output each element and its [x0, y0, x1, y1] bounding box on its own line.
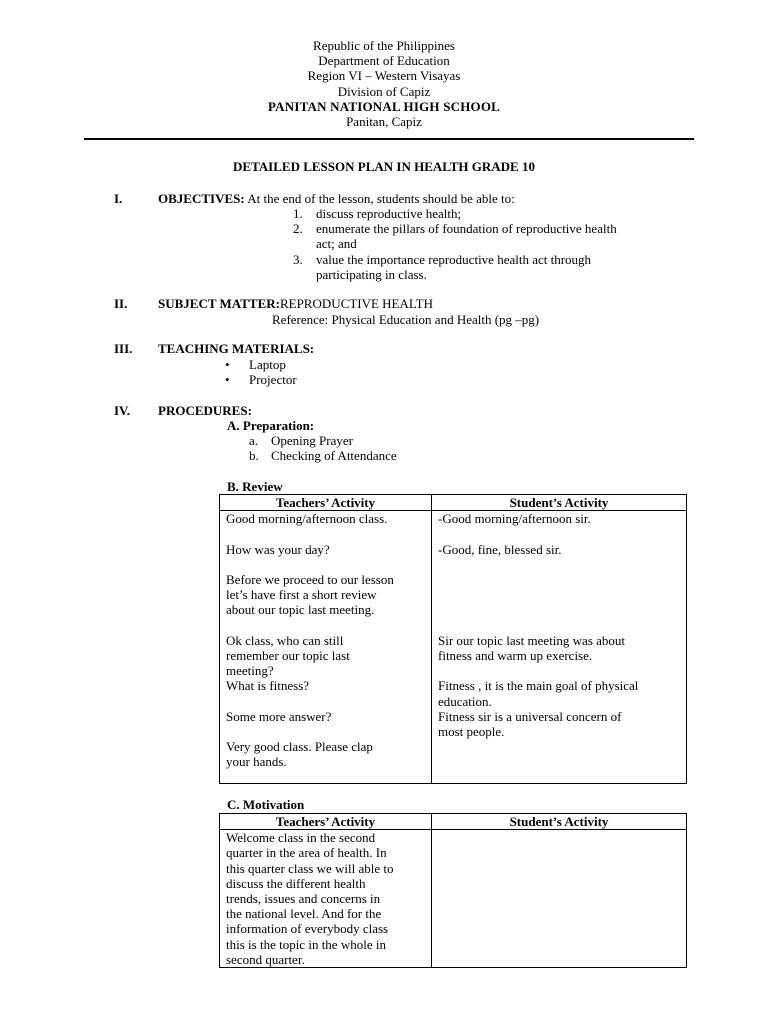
cell-text-line: about our topic last meeting. — [226, 602, 375, 618]
cell-text-line: Very good class. Please clap — [226, 739, 373, 755]
cell-text-line: Sir our topic last meeting was about — [438, 632, 626, 648]
cell-text-line: Good morning/afternoon class. — [226, 511, 388, 527]
header-divider — [84, 138, 694, 140]
preparation-text: Checking of Attendance — [271, 448, 397, 464]
cell-text-line: How was your day? — [226, 541, 330, 557]
procedures-label: PROCEDURES: — [158, 403, 252, 418]
header-line-department: Department of Education — [318, 53, 450, 69]
cell-text-line: the national level. And for the — [226, 906, 382, 922]
bullet-icon: • — [225, 357, 230, 372]
objective-number: 1. — [293, 206, 303, 221]
materials-label: TEACHING MATERIALS: — [158, 341, 315, 356]
cell-text-line — [438, 663, 680, 678]
materials-numeral: III. — [114, 341, 133, 356]
review-student-cell — [432, 511, 687, 784]
cell-text-line: fitness and warm up exercise. — [438, 647, 593, 663]
preparation-letter: b. — [249, 448, 259, 464]
header-line-division: Division of Capiz — [337, 83, 431, 99]
objective-item — [293, 221, 617, 251]
cell-text-line — [438, 572, 680, 587]
preparation-label: A. Preparation: — [227, 418, 315, 433]
document-header — [0, 38, 768, 129]
objective-text-line: value the importance reproductive health act through — [316, 251, 592, 267]
cell-text-line: Ok class, who can still — [226, 632, 344, 648]
cell-text-line — [226, 557, 425, 572]
cell-text-line: second quarter. — [226, 951, 305, 967]
objectives-list — [293, 206, 617, 282]
objective-item — [293, 252, 617, 282]
lesson-plan-title: DETAILED LESSON PLAN IN HEALTH GRADE 10 — [233, 159, 535, 174]
cell-text-line: meeting? — [226, 663, 274, 679]
cell-text-line: What is fitness? — [226, 678, 310, 694]
cell-text-line: quarter in the area of health. In — [226, 845, 387, 861]
preparation-text: Opening Prayer — [271, 433, 353, 448]
cell-text-line: Fitness sir is a universal concern of — [438, 708, 622, 724]
cell-text-line — [438, 526, 680, 541]
material-text: Laptop — [249, 357, 286, 372]
objective-text — [316, 221, 617, 251]
motivation-table — [219, 813, 687, 968]
cell-text-line — [226, 724, 425, 739]
objective-text-line: act; and — [316, 236, 357, 252]
subject-value: REPRODUCTIVE HEALTH — [279, 296, 433, 311]
motivation-col-student: Student’s Activity — [432, 814, 687, 830]
review-col-teacher: Teachers’ Activity — [220, 495, 432, 511]
cell-text-line — [438, 557, 680, 572]
header-line-region: Region VI – Western Visayas — [307, 68, 461, 84]
objective-item — [293, 206, 617, 221]
procedures-numeral: IV. — [114, 403, 131, 418]
motivation-col-teacher: Teachers’ Activity — [220, 814, 432, 830]
cell-text-line: remember our topic last — [226, 647, 350, 663]
review-label: B. Review — [227, 479, 283, 494]
review-col-student: Student’s Activity — [432, 495, 687, 511]
preparation-list — [249, 433, 397, 463]
cell-text-line: Welcome class in the second — [226, 830, 376, 846]
motivation-teacher-cell — [220, 830, 432, 968]
material-text: Projector — [249, 372, 297, 388]
objective-text-line: enumerate the pillars of foundation of reproductive health — [316, 221, 617, 237]
objective-text — [316, 206, 461, 221]
cell-text-line: this quarter class we will able to — [226, 860, 394, 876]
cell-text-line — [226, 526, 425, 541]
subject-heading — [158, 296, 433, 311]
cell-text-line: this is the topic in the whole in — [226, 936, 386, 952]
objective-number: 2. — [293, 221, 303, 237]
objective-text-line: discuss reproductive health; — [316, 206, 462, 221]
motivation-label: C. Motivation — [227, 797, 305, 812]
preparation-letter: a. — [249, 433, 259, 448]
bullet-icon: • — [225, 372, 230, 388]
school-name: PANITAN NATIONAL HIGH SCHOOL — [267, 98, 501, 114]
material-item — [225, 357, 297, 372]
preparation-item — [249, 448, 397, 463]
school-location: Panitan, Capiz — [346, 114, 422, 130]
cell-text-line — [226, 694, 425, 709]
subject-label: SUBJECT MATTER: — [158, 296, 280, 311]
cell-text-line: let’s have first a short review — [226, 587, 377, 603]
cell-text-line: information of everybody class — [226, 921, 389, 937]
objective-text-line: participating in class. — [316, 266, 427, 282]
objectives-numeral: I. — [114, 191, 123, 206]
cell-text-line: education. — [438, 693, 492, 709]
cell-text-line — [438, 587, 680, 602]
cell-text-line: discuss the different health — [226, 875, 366, 891]
objective-number: 3. — [293, 251, 303, 267]
motivation-student-cell — [432, 830, 687, 968]
preparation-item — [249, 433, 397, 448]
cell-text-line: -Good, fine, blessed sir. — [438, 541, 562, 557]
cell-text-line: -Good morning/afternoon sir. — [438, 511, 591, 527]
cell-text-line: Fitness , it is the main goal of physical — [438, 678, 639, 694]
cell-text-line — [438, 602, 680, 617]
objectives-intro: At the end of the lesson, students should be able to: — [244, 191, 515, 206]
review-teacher-cell — [220, 511, 432, 784]
objectives-label: OBJECTIVES: — [158, 191, 245, 206]
cell-text-line: your hands. — [226, 754, 287, 770]
cell-text-line: Before we proceed to our lesson — [226, 571, 394, 587]
material-item — [225, 372, 297, 387]
header-line-republic: Republic of the Philippines — [313, 38, 455, 53]
cell-text-line — [438, 618, 680, 633]
cell-text-line — [226, 618, 425, 633]
cell-text-line: Some more answer? — [226, 708, 332, 724]
review-table — [219, 494, 687, 784]
subject-numeral: II. — [114, 296, 128, 311]
materials-list — [225, 357, 297, 387]
cell-text-line: trends, issues and concerns in — [226, 891, 381, 907]
objectives-heading — [158, 191, 515, 206]
subject-reference: Reference: Physical Education and Health (pg –pg) — [272, 312, 540, 327]
objective-text — [316, 252, 591, 282]
cell-text-line: most people. — [438, 723, 505, 739]
